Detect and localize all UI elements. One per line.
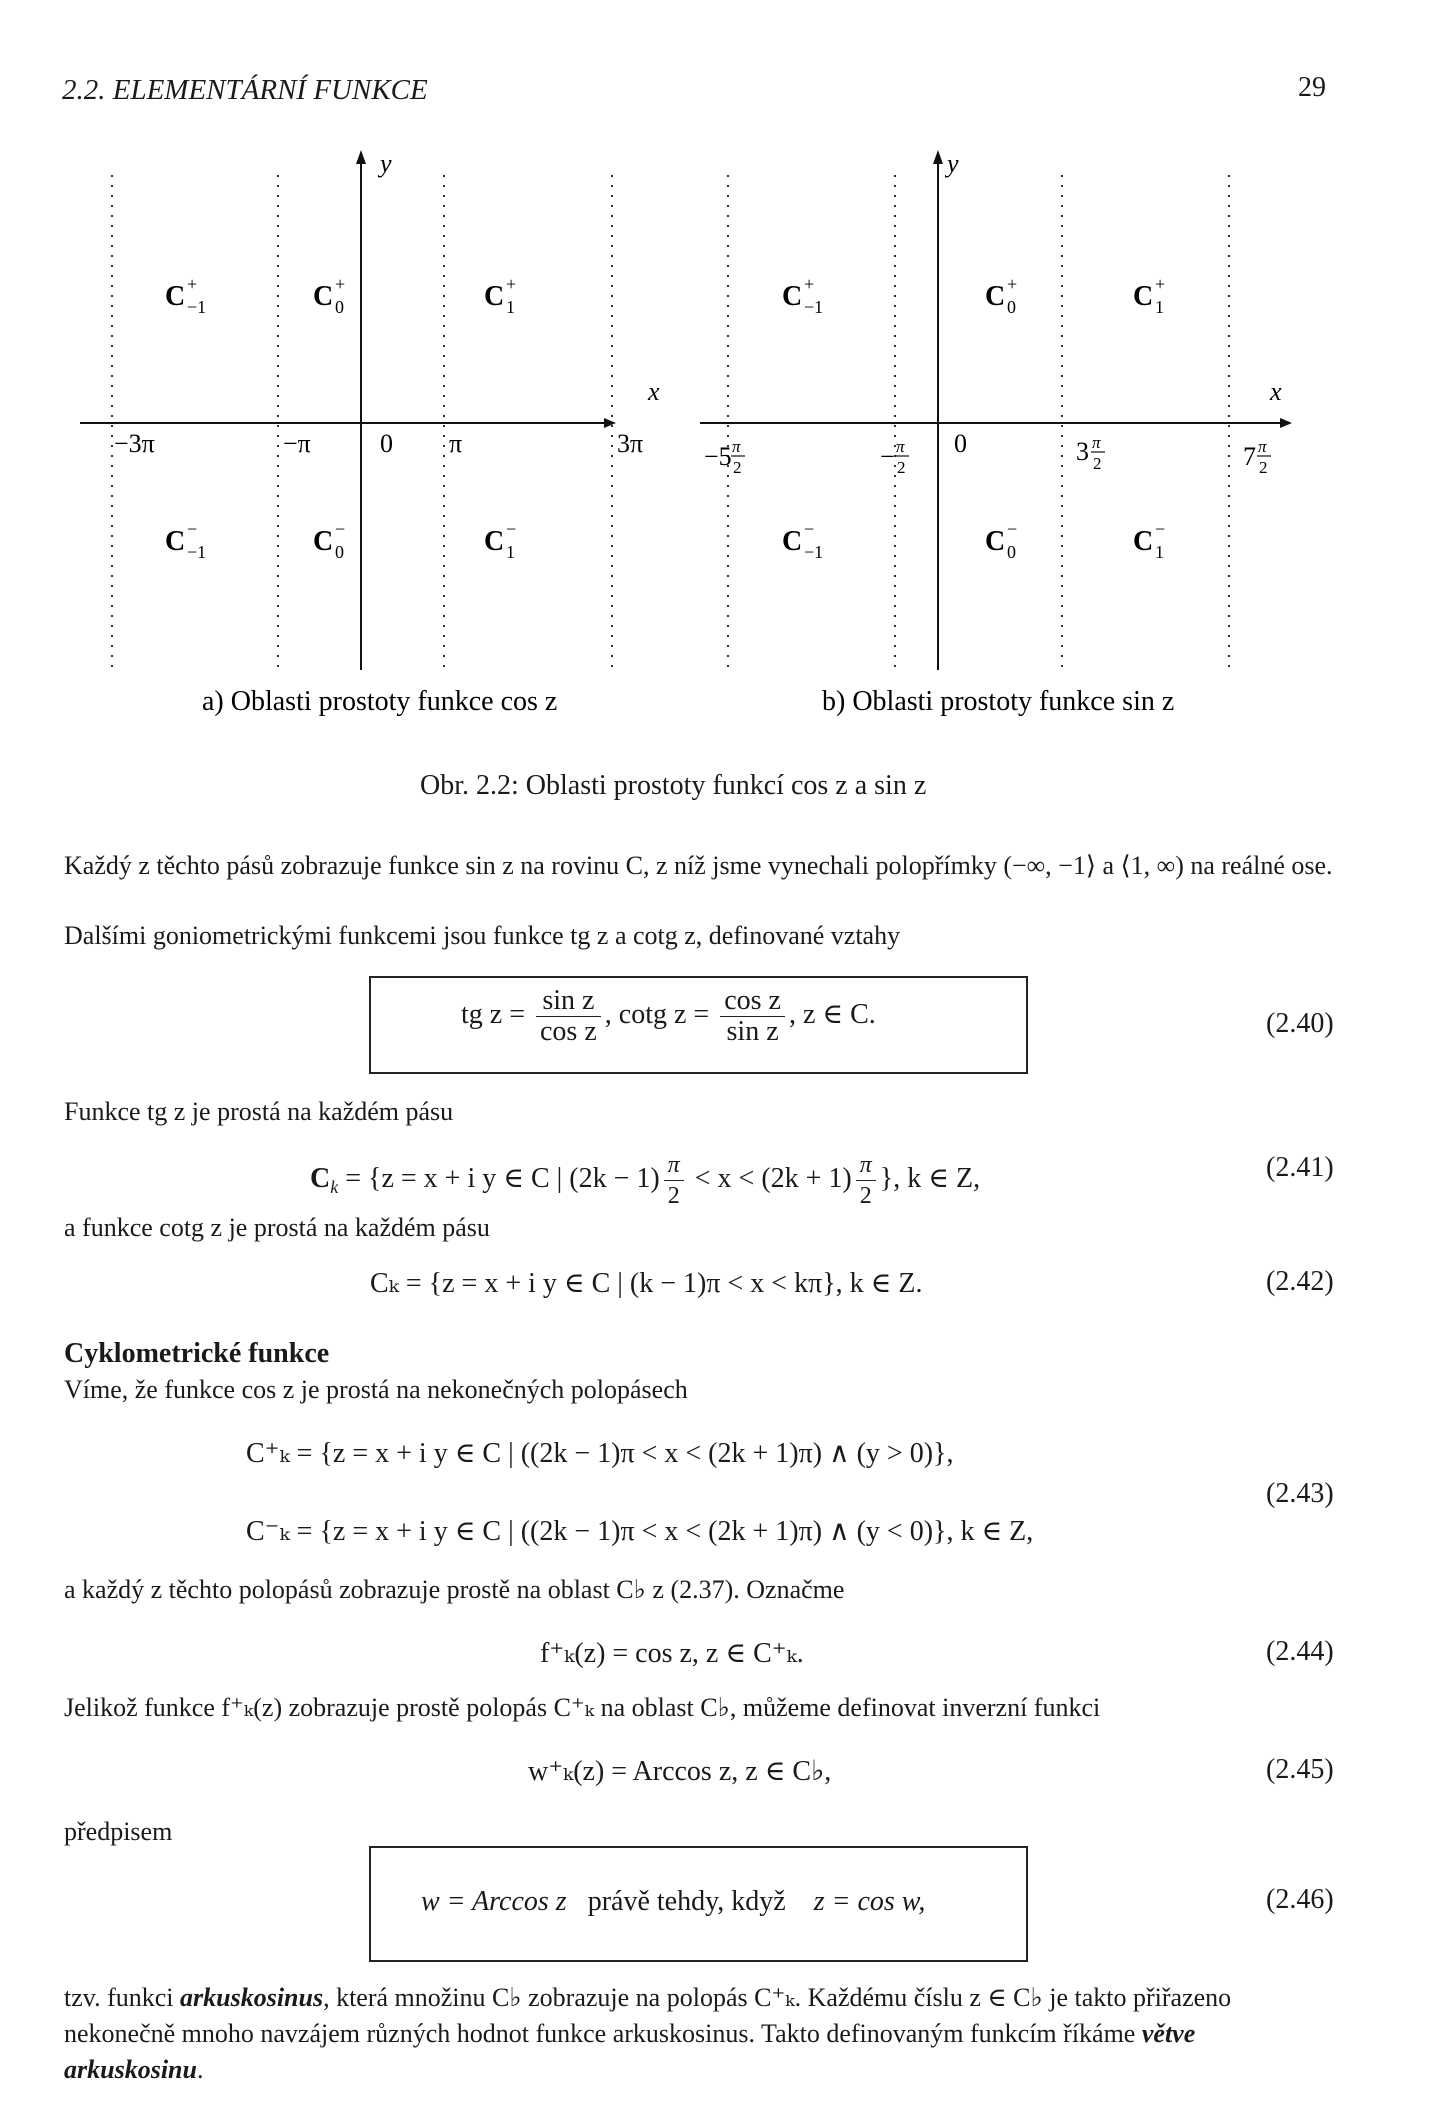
right-tick: − (880, 442, 895, 471)
paragraph-text: tzv. funkci (64, 1983, 180, 2012)
tick-frac-den: 2 (1259, 458, 1268, 477)
region-sub: 0 (335, 542, 344, 562)
eq-frac-den: 2 (667, 1183, 680, 1209)
region-sup: + (1155, 274, 1166, 294)
paragraph: Dalšími goniometrickými funkcemi jsou funkce tg z a cotg z, definované vztahy (64, 921, 901, 950)
equation-box (369, 976, 1028, 1074)
tick-frac-num: π (1092, 433, 1101, 452)
right-tick: −5 (704, 442, 732, 471)
equation-number: (2.43) (1266, 1478, 1334, 1509)
left-x-label: x (648, 377, 660, 406)
eq-text: z = cos w, (813, 1886, 926, 1917)
paragraph-text: , která množinu C♭ zobrazuje na polopás C⁺ₖ. Každému číslu z ∈ C♭ je takto přiřazeno nekonečně mnoho navzájem různých hodnot funkce arkuskosinus. Takto definovaným funkcím říkáme (64, 1983, 1232, 2048)
paragraph (64, 1980, 1334, 2088)
left-tick: 3π (617, 429, 644, 458)
paragraph: předpisem (64, 1817, 173, 1846)
left-tick: π (449, 429, 463, 458)
left-x-arrow (604, 418, 616, 428)
region-label: C (1133, 281, 1154, 312)
paragraph: Každý z těchto pásů zobrazuje funkce sin z na rovinu C, z níž jsme vynechali polopřímky (−∞, −1⟩ a ⟨1, ∞) na reálné ose. (64, 851, 1333, 880)
region-label: C (782, 526, 803, 557)
region-sub: −1 (187, 297, 207, 317)
region-label: C (313, 526, 334, 557)
region-label: C (985, 281, 1006, 312)
region-label: C (484, 526, 505, 557)
equation-box (369, 1846, 1028, 1962)
region-label: C (165, 281, 186, 312)
region-sup: + (1007, 274, 1018, 294)
eq-text: = {z = x + i y ∈ C | (2k − 1) (338, 1162, 660, 1194)
region-sup: − (506, 519, 517, 539)
region-sub: 0 (1007, 542, 1016, 562)
eq-frac-den: 2 (859, 1183, 872, 1209)
equation-number: (2.41) (1266, 1152, 1334, 1183)
equation-number: (2.40) (1266, 1008, 1334, 1039)
eq-frac-num: cos z (720, 986, 785, 1017)
tick-frac-den: 2 (1093, 454, 1102, 473)
eq-frac-den: cos z (540, 1016, 597, 1047)
left-y-label: y (380, 149, 392, 178)
right-y-label: y (947, 149, 959, 178)
region-sub: −1 (804, 542, 824, 562)
eq-frac-num: π (664, 1150, 684, 1181)
region-sup: − (1155, 519, 1166, 539)
eq-text: , cotg z = (604, 998, 710, 1030)
equation: C⁺ₖ = {z = x + i y ∈ C | ((2k − 1)π < x < (2k + 1)π) ∧ (y > 0)}, (246, 1438, 954, 1469)
equation-number: (2.44) (1266, 1636, 1334, 1667)
equation: f⁺ₖ(z) = cos z, z ∈ C⁺ₖ. (540, 1638, 804, 1669)
right-y-arrow (933, 150, 943, 164)
right-caption: b) Oblasti prostoty funkce sin z (822, 686, 1175, 717)
right-tick: 0 (954, 429, 967, 458)
eq-text: }, k ∈ Z, (879, 1162, 981, 1194)
left-tick: −π (283, 429, 311, 458)
figure-regions (0, 130, 1431, 730)
right-panel (700, 149, 1292, 717)
eq-frac-den: sin z (726, 1016, 779, 1047)
region-sup: + (335, 274, 346, 294)
region-sup: + (187, 274, 198, 294)
eq-frac-num: sin z (536, 986, 601, 1017)
equation: C⁻ₖ = {z = x + i y ∈ C | ((2k − 1)π < x < (2k + 1)π) ∧ (y < 0)}, k ∈ Z, (246, 1516, 1034, 1547)
tick-frac-num: π (896, 437, 905, 456)
paragraph: Jelikož funkce f⁺ₖ(z) zobrazuje prostě polopás C⁺ₖ na oblast C♭, můžeme definovat inverzní funkci (64, 1693, 1101, 1722)
right-x-arrow (1280, 418, 1292, 428)
equation: w⁺ₖ(z) = Arccos z, z ∈ C♭, (528, 1756, 832, 1787)
eq-text: , z ∈ C. (788, 998, 876, 1030)
region-sub: 0 (335, 297, 344, 317)
equation (310, 1150, 980, 1211)
region-sub: 1 (1155, 542, 1164, 562)
paragraph: a funkce cotg z je prostá na každém pásu (64, 1213, 490, 1242)
eq-frac-num: π (856, 1150, 876, 1181)
running-header: 2.2. ELEMENTÁRNÍ FUNKCE (62, 74, 428, 106)
tick-frac-den: 2 (897, 458, 906, 477)
region-label: C (484, 281, 505, 312)
emphasis: větve arkuskosinu (64, 2019, 1196, 2084)
paragraph: Víme, že funkce cos z je prostá na nekonečných polopásech (64, 1375, 688, 1404)
region-label: C (165, 526, 186, 557)
equation-number: (2.45) (1266, 1754, 1334, 1785)
region-sub: 0 (1007, 297, 1016, 317)
region-sub: −1 (804, 297, 824, 317)
tick-frac-num: π (732, 437, 741, 456)
section-heading: Cyklometrické funkce (64, 1338, 330, 1369)
emphasis: arkuskosinus (180, 1983, 324, 2012)
left-tick: −3π (114, 429, 155, 458)
page-number: 29 (1298, 72, 1326, 103)
region-label: C (782, 281, 803, 312)
left-panel (80, 149, 660, 717)
region-sup: − (187, 519, 198, 539)
equation: Cₖ = {z = x + i y ∈ C | (k − 1)π < x < kπ}, k ∈ Z. (370, 1268, 923, 1299)
paragraph: Funkce tg z je prostá na každém pásu (64, 1097, 454, 1126)
tick-frac-den: 2 (733, 458, 742, 477)
region-sup: − (804, 519, 815, 539)
eq-text: C (310, 1162, 331, 1194)
equation-number: (2.42) (1266, 1266, 1334, 1297)
region-sub: −1 (187, 542, 207, 562)
paragraph: a každý z těchto polopásů zobrazuje prostě na oblast C♭ z (2.37). Označme (64, 1575, 845, 1604)
left-caption: a) Oblasti prostoty funkce cos z (202, 686, 558, 717)
tick-frac-num: π (1258, 437, 1267, 456)
eq-text: tg z = (461, 998, 525, 1030)
region-sub: 1 (506, 297, 515, 317)
eq-text: < x < (2k + 1) (687, 1162, 852, 1194)
region-sup: − (1007, 519, 1018, 539)
left-tick: 0 (380, 429, 393, 458)
region-sub: 1 (1155, 297, 1164, 317)
right-tick: 7 (1243, 442, 1256, 471)
region-sub: 1 (506, 542, 515, 562)
right-x-label: x (1270, 377, 1282, 406)
region-sup: + (804, 274, 815, 294)
equation-number: (2.46) (1266, 1884, 1334, 1915)
region-label: C (313, 281, 334, 312)
eq-text: w = Arccos z (421, 1886, 567, 1917)
region-label: C (1133, 526, 1154, 557)
region-label: C (985, 526, 1006, 557)
region-sup: + (506, 274, 517, 294)
eq-sub: k (330, 1176, 339, 1197)
figure-caption: Obr. 2.2: Oblasti prostoty funkcí cos z a sin z (420, 770, 927, 801)
right-tick: 3 (1076, 437, 1089, 466)
eq-text: právě tehdy, když (587, 1886, 786, 1917)
left-y-arrow (356, 150, 366, 164)
region-sup: − (335, 519, 346, 539)
paragraph-text: . (196, 2055, 204, 2084)
